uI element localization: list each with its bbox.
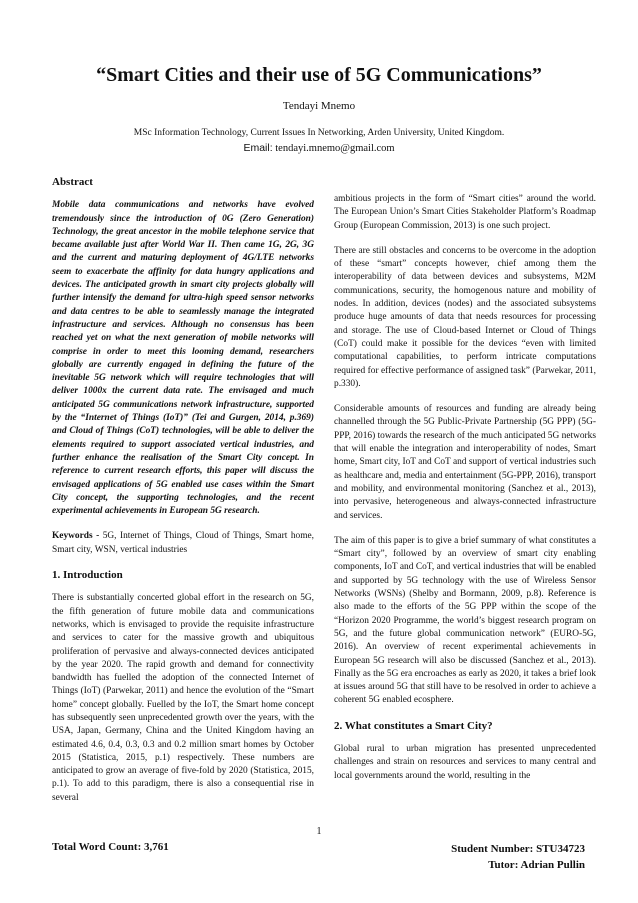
abstract-heading: Abstract [52, 176, 93, 188]
author-name: Tendayi Mnemo [282, 100, 356, 112]
paper-title: “Smart Cities and their use of 5G Communications” [96, 64, 542, 86]
footer-student-info [380, 841, 585, 873]
footer-tutor: Tutor: Adrian Pullin [488, 859, 585, 871]
section-1-paragraph-4: Considerable amounts of resources and funding are already being channelled through the 5G Public-Private Partnership (5G PPP) (5G-PPP, 2016) towards the research of the much anticipated 5G networks that will enable the integration and interoperability of nodes, Smart home, Smart city, IoT and CoT and support of vertical industries such as healthcare and, media and entertainment (5G-PPP, 2016), transport and mobility, and environmental monitoring (Sanchez et al., 2013), into pervasive, heterogeneous and always-connected infrastructure and services. [334, 404, 596, 521]
author-affiliation: MSc Information Technology, Current Issues In Networking, Arden University, United Kingdom. [133, 128, 505, 138]
author-email [0, 142, 638, 154]
section-2-paragraph-1: Global rural to urban migration has presented unprecedented challenges and strain on resources and services to many central and local governments around the world, resulting in the [334, 743, 596, 781]
keywords-label: Keywords - [52, 531, 100, 542]
abstract-text: Mobile data communications and networks have evolved tremendously since the introduction of 0G (Zero Generation) Technology, the great ancestor in the mobile telephone service that became available just after World War II. Then came 1G, 2G, 3G and the current and maturing deployment of 4G/LTE networks seem to exacerbate the affinity for data hungry applications and devices. The anticipated growth in smart city projects globally will further intensify the demand for ultra-high speed sensor networks and data centres to be able to seamlessly manage the integrated infrastructure and services. Although no consensus has been reached yet on what the next generation of mobile networks will comprise in order to meet this looming demand, researchers globally are currently engaged in defining the future of the inevitable 5G network which will require technologies that will deliver 1000x the current data rate. The envisaged and much anticipated 5G communications network infrastructure, supported by the “Internet of Things (IoT)” (Tei and Gurgen, 2014, p.369) and Cloud of Things (CoT) technologies, will be able to deliver the elements required to support associated vertical industries, and further enhance the realisation of the Smart City concept. In reference to current research efforts, this paper will discuss the envisaged applications of 5G enabled use cases within the Smart City concept, the supporting technologies, and the recent experimental achievements in European 5G research. [52, 200, 314, 517]
right-column [334, 193, 596, 795]
email-address[interactable]: tendayi.mnemo@gmail.com [275, 143, 395, 154]
keywords [52, 530, 314, 557]
page-number: 1 [316, 826, 322, 837]
section-1-paragraph-2: ambitious projects in the form of “Smart cities” around the world. The European Union’s Smart Cities Stakeholder Platform’s Roadmap Group (European Commission, 2013) is one such project. [334, 194, 596, 231]
email-label: Email: [243, 142, 273, 154]
footer-student-number: Student Number: STU34723 [451, 843, 585, 855]
section-2-heading: 2. What constitutes a Smart City? [334, 719, 493, 732]
section-1-paragraph-5: The aim of this paper is to give a brief summary of what constitutes a “Smart city”, followed by an overview of smart city enabling components, IoT and CoT, and vertical industries that will be enabled and supported by 5G technology with the use of Wireless Sensor Networks (WSNs) (Shelby and Bormann, 2009, p.8). Reference is also made to the efforts of the 5G PPP within the scope of the “Horizon 2020 Programme, the world’s biggest research program on 5G, and the future global communication network” (EURO-5G, 2016). An overview of recent experimental achievements in European 5G research will also be discussed (Sanchez et al., 2013). Finally as the 5G era encroaches as early as 2020, it takes a brief look at issues around 5G that still have to be resolved in order to achieve a coherent 5G enabled ecosphere. [334, 535, 596, 706]
section-1-heading: 1. Introduction [52, 569, 123, 582]
footer-word-count: Total Word Count: 3,761 [52, 841, 169, 853]
left-column [52, 176, 314, 817]
keywords-text: 5G, Internet of Things, Cloud of Things, Smart home, Smart city, WSN, vertical industries [52, 531, 314, 555]
section-1-paragraph-3: There are still obstacles and concerns to be overcome in the adoption of these “smart” concepts however, chief among them the interoperability of data between devices and subsystems, M2M communications, security, the homogenous nature and mobility of nodes. In addition, devices (nodes) and the associated subsystems produce huge amounts of data that needs resources for processing and storage. The use of Cloud-based Internet or Cloud of Things (CoT) could make it possible for the devices “even with limited computational capabilities, to perform intricate computations required for effective performance of assigned task” (Parwekar, 2011, p.330). [334, 245, 596, 389]
section-1-paragraph-1: There is substantially concerted global effort in the research on 5G, the fifth generation of future mobile data and communications networks, which is envisaged to provide the requisite infrastructure and services to cater for the massive growth and ubiquitous proliferation of pervasive and always-connected devices anticipated by the year 2020. The rapid growth and demand for connectivity bandwidth has fuelled the adoption of the connected Internet of Things (IoT) (Parwekar, 2011) and hence the evolution of the “Smart home” concept globally. Fuelled by the IoT, the Smart home concept has subsequently seen unprecedented growth over the years, with the USA, Japan, Germany, China and the United Kingdom having an estimated 4.6, 0.4, 0.3, 0.3 and 0.2 million smart homes by October 2015 (Statistica, 2015, p.1) respectively. These numbers are anticipated to grow an average of five-fold by 2020 (Statistica, 2015, p.1). To add to this paradigm, there is also a consequential rise in several [52, 593, 314, 803]
